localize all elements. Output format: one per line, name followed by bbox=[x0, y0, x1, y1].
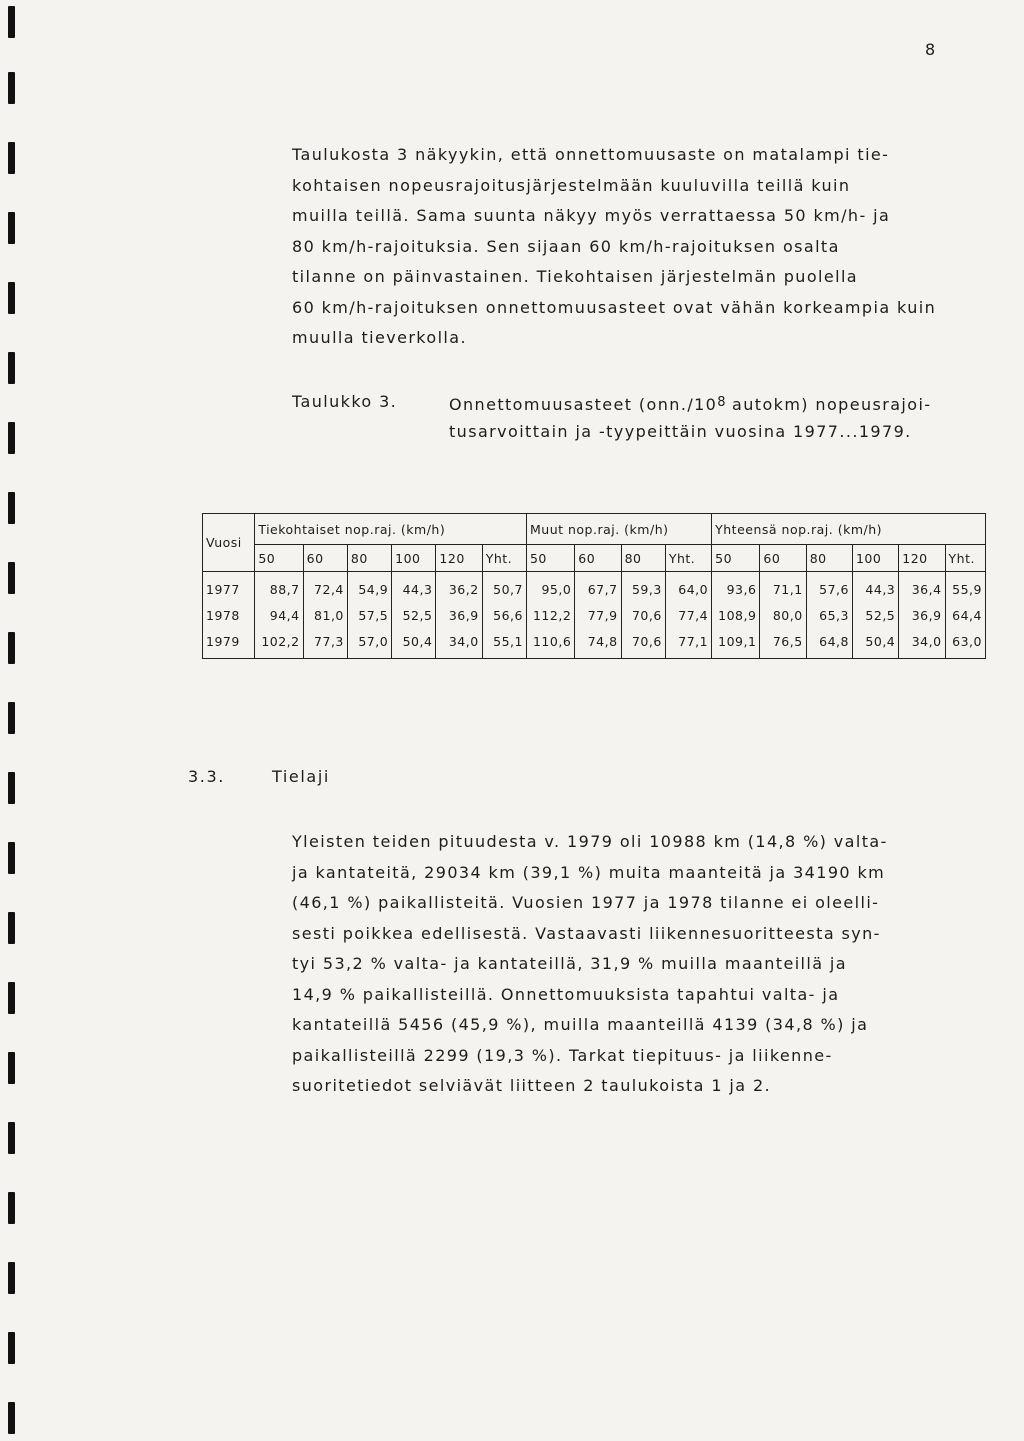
table-cell: 34,0 bbox=[899, 628, 945, 659]
table-cell: 70,6 bbox=[621, 628, 665, 659]
table-cell: 110,6 bbox=[526, 628, 574, 659]
table-cell: 95,0 bbox=[526, 572, 574, 603]
binder-hole bbox=[8, 912, 15, 944]
binder-hole bbox=[8, 772, 15, 804]
binder-hole bbox=[8, 282, 15, 314]
table-row bbox=[203, 628, 986, 659]
table-cell: 44,3 bbox=[852, 572, 898, 603]
binder-hole bbox=[8, 702, 15, 734]
paragraph-intro bbox=[292, 140, 936, 354]
table-cell: 36,9 bbox=[436, 602, 482, 628]
page-number: 8 bbox=[925, 40, 937, 59]
text-line: 14,9 % paikallisteillä. Onnettomuuksista tapahtui valta- ja bbox=[292, 984, 840, 1004]
table-cell: 57,0 bbox=[347, 628, 391, 659]
text-line: suoritetiedot selviävät liitteen 2 taulukoista 1 ja 2. bbox=[292, 1076, 772, 1095]
binder-hole bbox=[8, 6, 15, 38]
table-cell: 108,9 bbox=[712, 602, 760, 628]
table-cell: 65,3 bbox=[806, 602, 852, 628]
paragraph-road-types bbox=[292, 827, 888, 1102]
group-header-road-specific: Tiekohtaiset nop.raj. (km/h) bbox=[255, 514, 527, 545]
subcolumn-header: 50 bbox=[712, 545, 760, 572]
binder-hole bbox=[8, 842, 15, 874]
year-cell: 1977 bbox=[203, 572, 255, 603]
binder-hole bbox=[8, 632, 15, 664]
text-line: tilanne on päinvastainen. Tiekohtaisen järjestelmän puolella bbox=[292, 267, 858, 286]
subcolumn-header: 100 bbox=[852, 545, 898, 572]
table-cell: 36,9 bbox=[899, 602, 945, 628]
table-cell: 52,5 bbox=[392, 602, 436, 628]
caption-line: tusarvoittain ja -tyypeittäin vuosina 1977...1979. bbox=[449, 422, 912, 441]
table-cell: 64,4 bbox=[945, 602, 985, 628]
table-cell: 63,0 bbox=[945, 628, 985, 659]
binder-hole bbox=[8, 352, 15, 384]
table-cell: 54,9 bbox=[347, 572, 391, 603]
subcolumn-header: Yht. bbox=[665, 545, 711, 572]
caption-text-part: Onnettomuusasteet (onn./10 bbox=[449, 395, 718, 414]
caption-exponent: 8 bbox=[717, 395, 726, 410]
binder-hole bbox=[8, 1052, 15, 1084]
binder-hole bbox=[8, 982, 15, 1014]
binder-hole bbox=[8, 1402, 15, 1434]
text-line: 80 km/h-rajoituksia. Sen sijaan 60 km/h-rajoituksen osalta bbox=[292, 236, 840, 256]
table-cell: 71,1 bbox=[760, 572, 806, 603]
binder-hole bbox=[8, 492, 15, 524]
subcolumn-header: Yht. bbox=[482, 545, 526, 572]
binder-hole bbox=[8, 1262, 15, 1294]
table-cell: 81,0 bbox=[303, 602, 347, 628]
table-cell: 44,3 bbox=[392, 572, 436, 603]
table-cell: 94,4 bbox=[255, 602, 303, 628]
table-cell: 57,6 bbox=[806, 572, 852, 603]
binder-hole bbox=[8, 1192, 15, 1224]
table-cell: 57,5 bbox=[347, 602, 391, 628]
table-cell: 50,4 bbox=[852, 628, 898, 659]
text-line: (46,1 %) paikallisteitä. Vuosien 1977 ja 1978 tilanne ei oleelli- bbox=[292, 893, 880, 912]
subcolumn-header: Yht. bbox=[945, 545, 985, 572]
table-cell: 55,9 bbox=[945, 572, 985, 603]
table-cell: 72,4 bbox=[303, 572, 347, 603]
subcolumn-header: 100 bbox=[392, 545, 436, 572]
binder-hole bbox=[8, 72, 15, 104]
table-cell: 36,4 bbox=[899, 572, 945, 603]
table-cell: 77,1 bbox=[665, 628, 711, 659]
binder-hole bbox=[8, 1122, 15, 1154]
table-cell: 36,2 bbox=[436, 572, 482, 603]
text-line: muulla tieverkolla. bbox=[292, 328, 467, 347]
subcolumn-header: 60 bbox=[575, 545, 621, 572]
table-cell: 80,0 bbox=[760, 602, 806, 628]
text-line: paikallisteillä 2299 (19,3 %). Tarkat tiepituus- ja liikenne- bbox=[292, 1045, 833, 1065]
table-cell: 64,8 bbox=[806, 628, 852, 659]
section-number: 3.3. bbox=[188, 767, 225, 786]
subcolumn-header: 50 bbox=[526, 545, 574, 572]
table-cell: 34,0 bbox=[436, 628, 482, 659]
year-cell: 1979 bbox=[203, 628, 255, 659]
table-cell: 102,2 bbox=[255, 628, 303, 659]
year-column-header: Vuosi bbox=[203, 514, 255, 572]
group-header-total: Yhteensä nop.raj. (km/h) bbox=[712, 514, 986, 545]
table-cell: 93,6 bbox=[712, 572, 760, 603]
subcolumn-header: 50 bbox=[255, 545, 303, 572]
table-cell: 55,1 bbox=[482, 628, 526, 659]
table-cell: 77,3 bbox=[303, 628, 347, 659]
subcolumn-header: 60 bbox=[303, 545, 347, 572]
table-cell: 67,7 bbox=[575, 572, 621, 603]
table-cell: 59,3 bbox=[621, 572, 665, 603]
table-cell: 76,5 bbox=[760, 628, 806, 659]
table-cell: 52,5 bbox=[852, 602, 898, 628]
subcolumn-header: 80 bbox=[806, 545, 852, 572]
table-cell: 88,7 bbox=[255, 572, 303, 603]
text-line: kantateillä 5456 (45,9 %), muilla maanteillä 4139 (34,8 %) ja bbox=[292, 1015, 869, 1034]
table-cell: 77,9 bbox=[575, 602, 621, 628]
table-cell: 56,6 bbox=[482, 602, 526, 628]
year-cell: 1978 bbox=[203, 602, 255, 628]
subcolumn-header: 120 bbox=[899, 545, 945, 572]
table-row bbox=[203, 572, 986, 603]
table-cell: 64,0 bbox=[665, 572, 711, 603]
text-line: muilla teillä. Sama suunta näkyy myös verrattaessa 50 km/h- ja bbox=[292, 206, 891, 225]
subcolumn-header: 60 bbox=[760, 545, 806, 572]
group-header-other: Muut nop.raj. (km/h) bbox=[526, 514, 711, 545]
text-line: 60 km/h-rajoituksen onnettomuusasteet ovat vähän korkeampia kuin bbox=[292, 297, 937, 317]
binder-hole bbox=[8, 562, 15, 594]
table-cell: 112,2 bbox=[526, 602, 574, 628]
table-cell: 50,4 bbox=[392, 628, 436, 659]
subcolumn-header: 80 bbox=[347, 545, 391, 572]
text-line: kohtaisen nopeusrajoitusjärjestelmään kuuluvilla teillä kuin bbox=[292, 175, 851, 195]
table-row bbox=[203, 602, 986, 628]
binder-hole bbox=[8, 142, 15, 174]
table-cell: 50,7 bbox=[482, 572, 526, 603]
subcolumn-header: 120 bbox=[436, 545, 482, 572]
caption-text-part: autokm) nopeusrajoi- bbox=[725, 395, 932, 414]
caption-line bbox=[449, 392, 931, 419]
text-line: Taulukosta 3 näkyykin, että onnettomuusaste on matalampi tie- bbox=[292, 145, 890, 164]
text-line: ja kantateitä, 29034 km (39,1 %) muita maanteitä ja 34190 km bbox=[292, 862, 886, 882]
binder-hole bbox=[8, 1332, 15, 1364]
table-cell: 74,8 bbox=[575, 628, 621, 659]
table-cell: 77,4 bbox=[665, 602, 711, 628]
subcolumn-header: 80 bbox=[621, 545, 665, 572]
table-caption-label: Taulukko 3. bbox=[292, 392, 398, 411]
binder-holes bbox=[8, 0, 22, 1441]
binder-hole bbox=[8, 422, 15, 454]
binder-hole bbox=[8, 212, 15, 244]
table-cell: 109,1 bbox=[712, 628, 760, 659]
table-cell: 70,6 bbox=[621, 602, 665, 628]
accident-rate-table bbox=[202, 513, 986, 659]
text-line: Yleisten teiden pituudesta v. 1979 oli 10988 km (14,8 %) valta- bbox=[292, 832, 888, 851]
text-line: sesti poikkea edellisestä. Vastaavasti liikennesuoritteesta syn- bbox=[292, 923, 881, 943]
text-line: tyi 53,2 % valta- ja kantateillä, 31,9 % muilla maanteillä ja bbox=[292, 954, 847, 973]
table-caption bbox=[449, 392, 931, 444]
section-title: Tielaji bbox=[272, 767, 330, 786]
